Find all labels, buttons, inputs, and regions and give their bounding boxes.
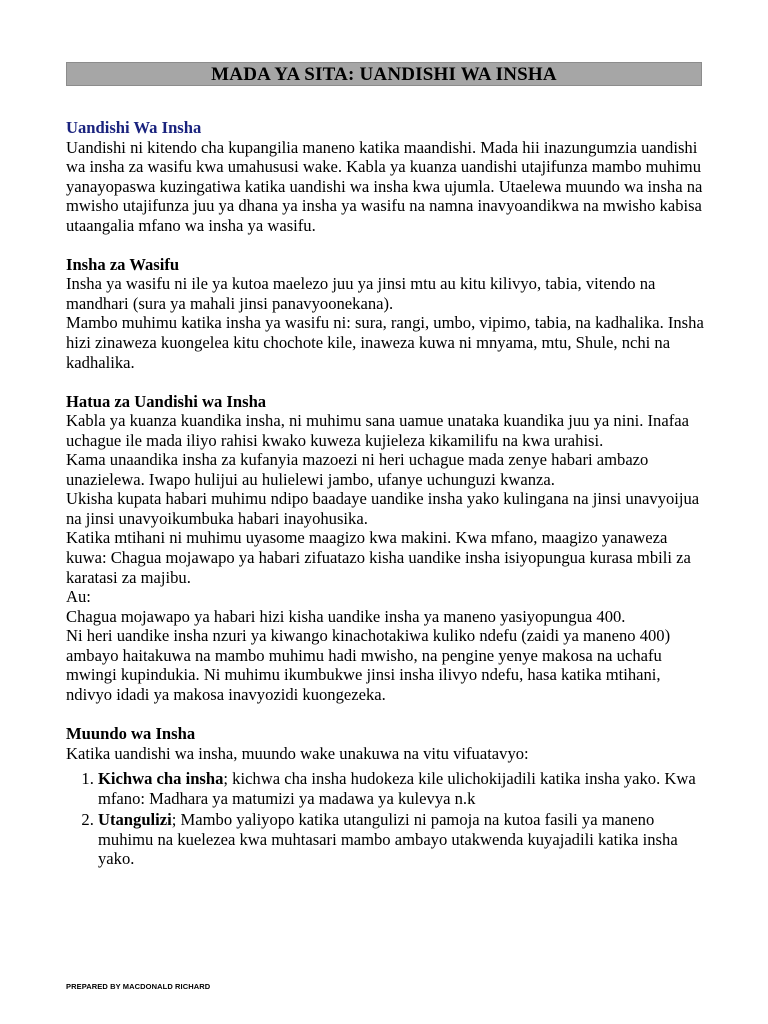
section-insha-za-wasifu xyxy=(66,255,706,372)
document-body xyxy=(66,118,706,871)
paragraph: Insha ya wasifu ni ile ya kutoa maelezo juu ya jinsi mtu au kitu kilivyo, tabia, vitendo na mandhari (sura ya mahali jinsi panavyoonekana). xyxy=(66,274,656,313)
list-item xyxy=(98,810,706,869)
paragraph: Kama unaandika insha za kufanyia mazoezi ni heri uchague mada zenye habari ambazo unazielewa. Iwapo hulijui au hulielewi jambo, ufanye uchunguzi kwanza. xyxy=(66,450,649,489)
paragraph: Kabla ya kuanza kuandika insha, ni muhimu sana uamue unataka kuandika juu ya nini. Inafaa uchague ile mada iliyo rahisi kwako kuweza kujieleza kikamilifu na kwa urahisi. xyxy=(66,411,689,450)
paragraph: Ukisha kupata habari muhimu ndipo baadaye uandike insha yako kulingana na jinsi unavyoijua na jinsi unavyoikumbuka habari inayohusika. xyxy=(66,489,700,528)
list-item-term: Utangulizi xyxy=(98,810,172,830)
paragraph: Ni heri uandike insha nzuri ya kiwango kinachotakiwa kuliko ndefu (zaidi ya maneno 400) ambayo haitakuwa na mambo muhimu hadi mwisho, na pengine yenye makosa na uchafu mwingi kupindukia. Ni muhimu ikumbukwe jinsi insha ilivyo ndefu, hasa katika mtihani, ndivyo idadi ya makosa inavyozidi kuongezeka. xyxy=(66,626,671,704)
section-uandishi-wa-insha xyxy=(66,118,706,235)
section-heading: Hatua za Uandishi wa Insha xyxy=(66,391,267,411)
section-heading: Muundo wa Insha xyxy=(66,723,196,743)
section-hatua-za-uandishi xyxy=(66,392,706,705)
section-heading: Uandishi Wa Insha xyxy=(66,118,202,137)
page-title: MADA YA SITA: UANDISHI WA INSHA xyxy=(66,62,702,86)
list-item xyxy=(98,769,706,808)
list-item-text: ; kichwa cha insha hudokeza kile ulichokijadili katika insha yako. Kwa mfano: Madhara ya matumizi ya madawa ya kulevya n.k xyxy=(98,769,696,808)
paragraph: Uandishi ni kitendo cha kupangilia maneno katika maandishi. Mada hii inazungumzia uandishi wa insha za wasifu kwa umahususi wake. Kabla ya kuanza uandishi utajifunza mambo muhimu yanayopaswa kuzingatiwa katika uandishi wa insha kwa ujumla. Utaelewa muundo wa insha na mwisho utajifunza juu ya dhana ya insha ya wasifu na namna inavyoandikwa na mwisho kabisa utaangalia mfano wa insha ya wasifu. xyxy=(66,137,703,235)
list-item-text: ; Mambo yaliyopo katika utangulizi ni pamoja na kutoa fasili ya maneno muhimu na kuelezea kwa muhtasari mambo ambayo utakwenda kuyajadili katika insha yako. xyxy=(98,810,678,869)
paragraph: Chagua mojawapo ya habari hizi kisha uandike insha ya maneno yasiyopungua 400. xyxy=(66,606,626,626)
section-heading: Insha za Wasifu xyxy=(66,254,180,274)
paragraph: Katika uandishi wa insha, muundo wake unakuwa na vitu vifuatavyo: xyxy=(66,743,529,763)
paragraph: Katika mtihani ni muhimu uyasome maagizo kwa makini. Kwa mfano, maagizo yanaweza kuwa: Chagua mojawapo ya habari zifuatazo kisha uandike insha isiyopungua kurasa mbili za karatasi za majibu. xyxy=(66,528,691,587)
paragraph: Mambo muhimu katika insha ya wasifu ni: sura, rangi, umbo, vipimo, tabia, na kadhalika. Insha hizi zinaweza kuongelea kitu chochote kile, inaweza kuwa ni mnyama, mtu, Shule, nchi na kadhalika. xyxy=(66,313,704,372)
page-footer: PREPARED BY MACDONALD RICHARD xyxy=(66,982,211,991)
list-item-term: Kichwa cha insha xyxy=(98,769,224,789)
paragraph: Au: xyxy=(66,587,91,607)
structure-list xyxy=(66,769,706,869)
section-muundo-wa-insha xyxy=(66,724,706,869)
